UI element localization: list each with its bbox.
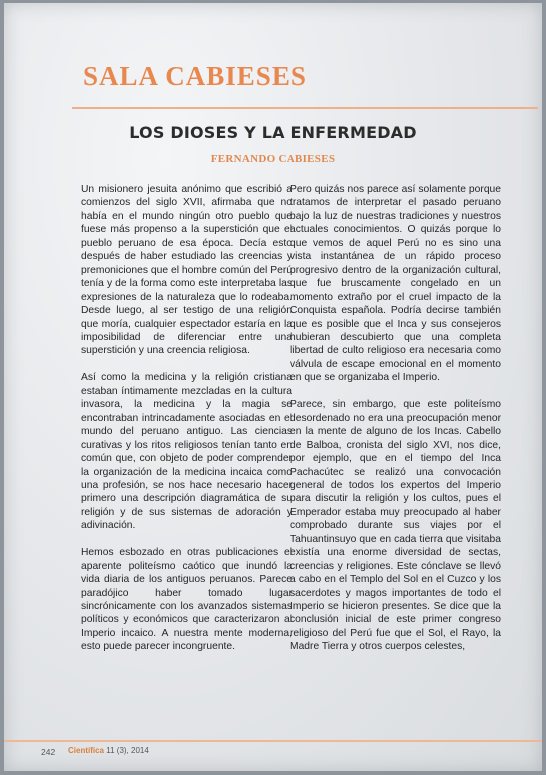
page-number: 242 (41, 747, 56, 757)
left-column (81, 183, 292, 667)
footer-rule (4, 740, 542, 742)
journal-name: Científica (68, 746, 105, 755)
paragraph: Hemos esbozado en otras publicaciones el aparente politeísmo caótico que inundó la vida diaria de los antiguos peruanos. Parece paradójico haber tomado lugar sincrónicamente con los avanzados sistemas políticos y económicos que caracterizaron al Imperio incaico. A nuestra mente moderna, esto puede parecer incongruente. (81, 547, 292, 653)
right-column (290, 183, 501, 667)
article-title: LOS DIOSES Y LA ENFERMEDAD (129, 123, 417, 142)
journal-citation (68, 746, 149, 755)
document-page (4, 3, 542, 771)
paragraph: Así como la medicina y la religión cristiana estaban íntimamente mezcladas en la cultura invasora, la medicina y la magia se encontraban intrincadamente asociadas en el mundo del peruano antiguo. Las ciencias curativas y los ritos religiosos tenían tanto en común que, con objeto de poder comprender la organización de la medicina incaica como una profesión, se nos hace necesario hacer primero una descripción diagramática de su religión y de sus sistemas de adoración y adivinación. (81, 372, 292, 532)
journal-issue: 11 (3), 2014 (106, 746, 149, 755)
article-author: FERNANDO CABIESES (210, 153, 336, 165)
paragraph: Un misionero jesuita anónimo que escribió a comienzos del siglo XVII, afirmaba que no había en el mundo ningún otro pueblo que fuese más propenso a la superstición que el pueblo peruano de esa época. Decía esto después de haber estudiado las creencias y premoniciones que el hombre común del Perú tenía y de la forma como este interpretaba las expresiones de la naturaleza que lo rodeaba. Desde luego, al ser testigo de una religión que moría, cualquier espectador estaría en la imposibilidad de diferenciar entre una superstición y una creencia religiosa. (81, 184, 292, 357)
paragraph: Parece, sin embargo, que este politeísmo desordenado no era una preocupación menor en la mente de alguno de los Incas. Cabello de Balboa, cronista del siglo XVI, nos dice, por ejemplo, que en el tiempo del Inca Pachacútec se realizó una convocación general de todos los expertos del Imperio para discutir la religión y los cultos, pues el Emperador estaba muy preocupado al haber comprobado durante sus viajes por el Tahuantinsuyo que en cada tierra que visitaba existía una enorme diversidad de sectas, creencias y religiones. Este cónclave se llevó a cabo en el Templo del Sol en el Cuzco y los sacerdotes y magos importantes de todo el Imperio se hicieron presentes. Se dice que la conclusión inicial de este primer congreso religioso del Perú fue que el Sol, el Rayo, la Madre Tierra y otros cuerpos celestes, (290, 399, 501, 653)
paragraph: Pero quizás nos parece así solamente porque tratamos de interpretar el pasado peruano bajo la luz de nuestras tradiciones y nuestros actuales conocimientos. O quizás porque lo que vemos de aquel Perú no es sino una vista instantánea de un rápido proceso progresivo dentro de la organización cultural, que fue bruscamente congelado en un momento extraño por el cruel impacto de la Conquista española. Podría decirse también que es posible que el Inca y sus consejeros hubieran descubierto que una completa libertad de culto religioso era necesaria como válvula de escape emocional en el momento en que se organizaba el Imperio. (290, 184, 501, 384)
header-rule (72, 107, 538, 109)
section-title: SALA CABIESES (83, 61, 307, 91)
